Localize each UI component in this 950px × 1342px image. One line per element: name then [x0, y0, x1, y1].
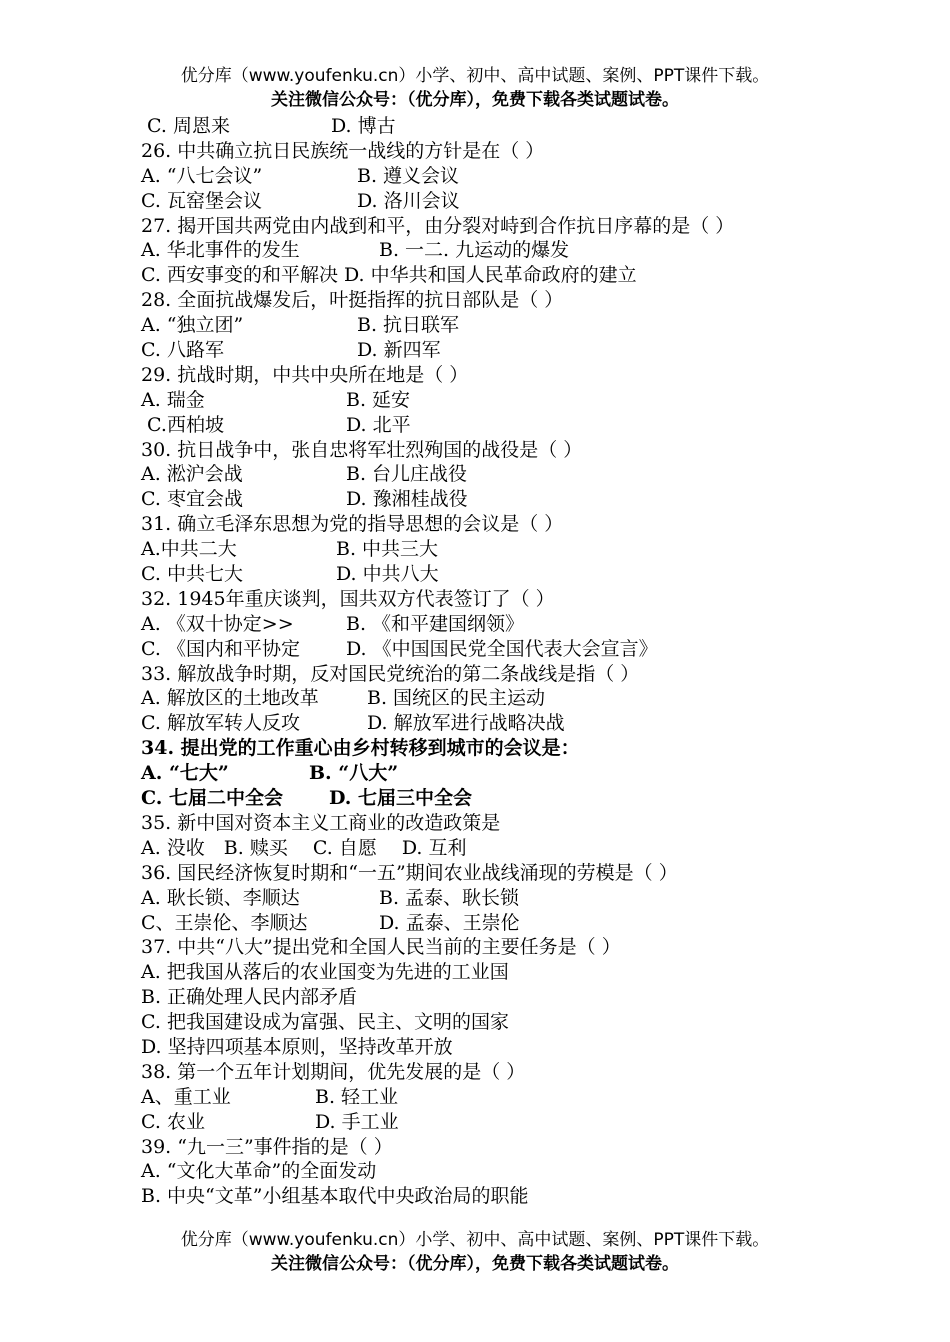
page-header — [0, 64, 950, 112]
line-option-2: D. 孟泰、王崇伦 — [379, 911, 520, 934]
text-line — [141, 1135, 921, 1160]
text-line — [141, 363, 921, 388]
text-line — [141, 487, 921, 512]
text-line — [141, 886, 921, 911]
line-option-2: B. 延安 — [346, 388, 411, 411]
text-line — [141, 238, 921, 263]
line-text: 32. 1945年重庆谈判，国共双方代表签订了（ ） — [141, 587, 555, 610]
line-text: A. 淞沪会战 — [141, 463, 243, 486]
header-line-1: 优分库（www.youfenku.cn）小学、初中、高中试题、案例、PPT课件下载。 — [180, 66, 770, 86]
text-line — [141, 537, 921, 562]
line-text: 33. 解放战争时期，反对国民党统治的第二条战线是指（ ） — [141, 662, 640, 685]
line-option-2: D. 博古 — [331, 115, 396, 137]
line-text: 36. 国民经济恢复时期和“一五”期间农业战线涌现的劳模是（ ） — [141, 861, 678, 884]
line-text: A. “七大” — [141, 762, 229, 785]
line-option-2: B. 轻工业 — [315, 1085, 399, 1108]
text-line — [141, 214, 921, 239]
text-line — [141, 1159, 921, 1184]
text-line — [141, 189, 921, 214]
line-text: 35. 新中国对资本主义工商业的改造政策是 — [141, 811, 501, 834]
line-text: A. 华北事件的发生 — [141, 239, 300, 262]
text-line — [141, 761, 921, 786]
line-option-2: B. 遵义会议 — [357, 164, 460, 187]
text-line — [141, 313, 921, 338]
line-text: B. 正确处理人民内部矛盾 — [141, 986, 358, 1009]
line-text: 26. 中共确立抗日民族统一战线的方针是在（ ） — [141, 139, 545, 162]
text-line — [141, 662, 921, 687]
line-text: C. 解放军转人反攻 — [141, 712, 300, 735]
line-option-2: B. 台儿庄战役 — [346, 463, 468, 486]
line-text: 34. 提出党的工作重心由乡村转移到城市的会议是： — [141, 737, 580, 760]
line-text: A. 瑞金 — [141, 388, 205, 411]
line-text: A. “八七会议” — [141, 164, 263, 187]
text-line — [141, 413, 921, 438]
footer-line-1: 优分库（www.youfenku.cn）小学、初中、高中试题、案例、PPT课件下载。 — [180, 1230, 770, 1250]
line-option-2: D. 中共八大 — [336, 563, 439, 586]
text-line — [141, 562, 921, 587]
header-line-2: 关注微信公众号：（优分库），免费下载各类试题试卷。 — [271, 90, 679, 110]
line-text: 37. 中共“八大”提出党和全国人民当前的主要任务是（ ） — [141, 936, 621, 959]
text-line — [141, 263, 921, 288]
line-text: A. “独立团” — [141, 314, 244, 337]
line-text: C. 瓦窑堡会议 — [141, 189, 262, 212]
line-text: C. 中共七大 — [141, 563, 243, 586]
line-option-2: D. 北平 — [346, 413, 411, 436]
line-option-2: B. 抗日联军 — [357, 314, 460, 337]
line-option-2: B. 一二. 九运动的爆发 — [379, 239, 570, 262]
footer-line-2: 关注微信公众号：（优分库），免费下载各类试题试卷。 — [271, 1254, 679, 1274]
line-text: C. 西安事变的和平解决 D. 中华共和国人民革命政府的建立 — [141, 264, 637, 287]
text-line — [141, 786, 921, 811]
line-text: A. 《双十协定>> — [141, 612, 294, 635]
line-text: 29. 抗战时期，中共中央所在地是（ ） — [141, 363, 469, 386]
text-line — [141, 164, 921, 189]
line-text: A、重工业 — [141, 1085, 231, 1108]
line-text: C. 《国内和平协定 — [141, 637, 300, 660]
text-line — [141, 985, 921, 1010]
text-line — [141, 836, 921, 861]
text-line — [141, 1035, 921, 1060]
line-option-2: D. 新四军 — [357, 339, 441, 362]
text-line — [141, 139, 921, 164]
line-option-2: B. 《和平建国纲领》 — [346, 612, 525, 635]
line-option-2: B. 孟泰、耿长锁 — [379, 886, 520, 909]
text-line — [141, 1085, 921, 1110]
line-text: C. 周恩来 — [141, 115, 230, 137]
text-line — [141, 861, 921, 886]
line-text: C. 八路军 — [141, 339, 224, 362]
line-text: A. 把我国从落后的农业国变为先进的工业国 — [141, 961, 509, 984]
text-line — [141, 1110, 921, 1135]
text-line — [141, 911, 921, 936]
text-line — [141, 637, 921, 662]
line-option-2: D. 解放军进行战略决战 — [367, 712, 565, 735]
text-line — [141, 512, 921, 537]
text-line — [141, 438, 921, 463]
line-option-2: D. 豫湘桂战役 — [346, 488, 468, 511]
line-text: A. 耿长锁、李顺达 — [141, 886, 300, 909]
line-text: C. 七届二中全会 — [141, 787, 284, 810]
text-line — [141, 612, 921, 637]
line-text: 27. 揭开国共两党由内战到和平，由分裂对峙到合作抗日序幕的是（ ） — [141, 214, 735, 237]
line-text: 39. “九一三”事件指的是（ ） — [141, 1135, 393, 1158]
line-text: C. 枣宜会战 — [141, 488, 243, 511]
line-option-2: B. “八大” — [309, 762, 399, 785]
line-text: C. 把我国建设成为富强、民主、文明的国家 — [141, 1011, 509, 1034]
text-line — [141, 1010, 921, 1035]
text-line — [141, 960, 921, 985]
line-option-2: D. 七届三中全会 — [329, 787, 473, 810]
line-option-2: B. 中共三大 — [336, 538, 439, 561]
text-line — [141, 1184, 921, 1209]
line-option-2: D. 手工业 — [315, 1110, 399, 1133]
text-line — [141, 935, 921, 960]
line-text: 31. 确立毛泽东思想为党的指导思想的会议是（ ） — [141, 513, 564, 536]
line-text: 38. 第一个五年计划期间，优先发展的是（ ） — [141, 1060, 526, 1083]
line-text: A.中共二大 — [141, 538, 237, 561]
line-text: A. “文化大革命”的全面发动 — [141, 1160, 377, 1183]
line-text: D. 坚持四项基本原则，坚持改革开放 — [141, 1035, 453, 1058]
line-text: A. 没收 B. 赎买 C. 自愿 D. 互利 — [141, 836, 467, 859]
text-line — [141, 338, 921, 363]
page-footer — [0, 1228, 950, 1276]
text-line — [141, 736, 921, 761]
text-line — [141, 811, 921, 836]
text-line — [141, 1060, 921, 1085]
line-text: B. 中央“文革”小组基本取代中央政治局的职能 — [141, 1185, 529, 1208]
line-text: A. 解放区的土地改革 — [141, 687, 319, 710]
line-text: 28. 全面抗战爆发后，叶挺指挥的抗日部队是（ ） — [141, 289, 564, 312]
line-option-2: D. 《中国国民党全国代表大会宣言》 — [346, 637, 658, 660]
line-option-2: D. 洛川会议 — [357, 189, 460, 212]
question-body — [141, 114, 921, 1209]
line-text: C. 农业 — [141, 1110, 205, 1133]
text-line — [141, 711, 921, 736]
text-line — [141, 288, 921, 313]
line-option-2: B. 国统区的民主运动 — [367, 687, 546, 710]
text-line — [141, 462, 921, 487]
line-text: 30. 抗日战争中，张自忠将军壮烈殉国的战役是（ ） — [141, 438, 583, 461]
text-line — [141, 686, 921, 711]
text-line — [141, 587, 921, 612]
line-text: C.西柏坡 — [141, 413, 224, 436]
text-line — [141, 114, 921, 139]
text-line — [141, 388, 921, 413]
line-text: C、王崇伦、李顺达 — [141, 911, 308, 934]
